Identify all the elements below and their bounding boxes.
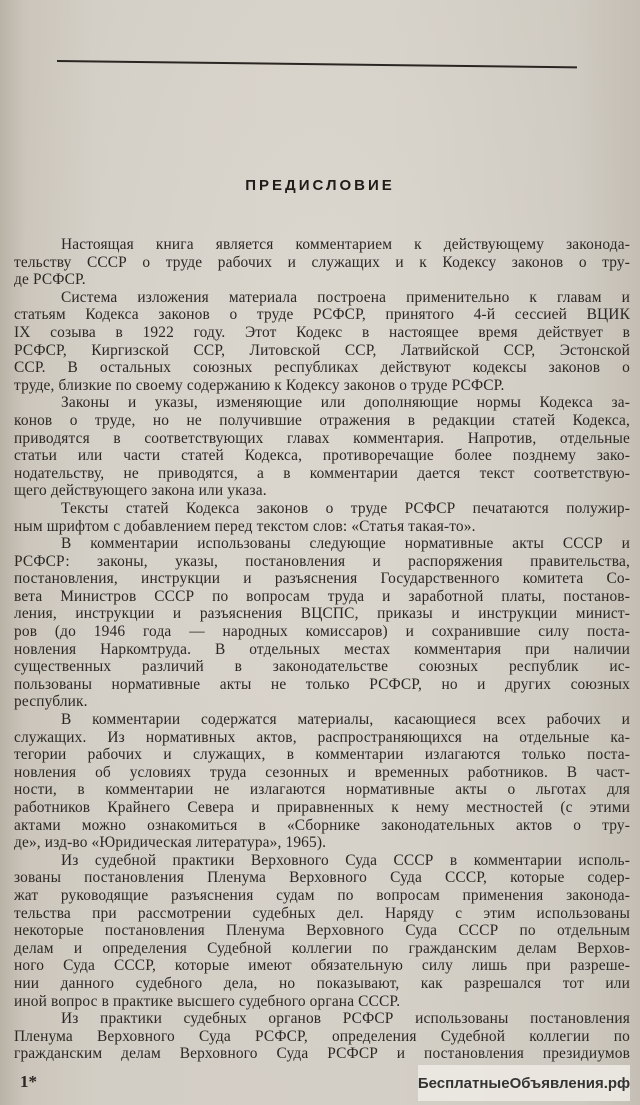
text-line: Система изложения материала построена применительно к главам и bbox=[61, 288, 630, 306]
text-line: тельству СССР о труде рабочих и служащих и к Кодексу законов о тру- bbox=[14, 253, 630, 271]
text-line: тегории рабочих и служащих, в комментарии излагаются только поста- bbox=[14, 746, 630, 764]
paragraph bbox=[14, 394, 630, 500]
text-line: В комментарии содержатся материалы, касающиеся всех рабочих и bbox=[61, 711, 630, 729]
text-line: тельства при рассмотрении судебных дел. Наряду с этим использованы bbox=[14, 904, 630, 922]
preface-body bbox=[14, 236, 630, 1063]
text-line: ности, в комментарии не излагаются нормативные акты о льготах для bbox=[14, 781, 630, 799]
text-line: щего действующего закона или указа. bbox=[14, 482, 267, 500]
watermark-label bbox=[418, 1065, 630, 1101]
paragraph bbox=[14, 236, 630, 289]
text-line: гражданским делам Верховного Суда РСФСР и постановления президиумов bbox=[14, 1045, 630, 1063]
text-line: нодательству, не приводятся, а в комментарии дается текст соответствую- bbox=[14, 464, 630, 482]
text-line: де», изд-во «Юридическая литература», 1965). bbox=[14, 834, 327, 852]
text-line: вета Министров СССР по вопросам труда и заработной платы, постанов- bbox=[14, 587, 630, 605]
paragraph bbox=[14, 852, 630, 1010]
paragraph bbox=[14, 289, 630, 395]
text-line: конов о труде, но не получившие отражения в редакции статей Кодекса, bbox=[14, 411, 630, 429]
text-line: существенных различий в законодательстве союзных республик ис- bbox=[14, 658, 630, 676]
text-line: В комментарии использованы следующие нормативные акты СССР и bbox=[61, 535, 630, 553]
text-line: Из практики судебных органов РСФСР использованы постановления bbox=[61, 1010, 630, 1028]
text-line: статьям Кодекса законов о труде РСФСР, принятого 4-й сессией ВЦИК bbox=[14, 306, 630, 324]
text-line: ССР. В остальных союзных республиках действуют кодексы законов о bbox=[14, 359, 630, 377]
text-line: труде, близкие по своему содержанию к Кодексу законов о труде РСФСР. bbox=[14, 376, 505, 394]
text-line: Законы и указы, изменяющие или дополняющие нормы Кодекса за- bbox=[61, 394, 630, 412]
text-line: ления, инструкции и разъяснения ВЦСПС, приказы и инструкции минист- bbox=[14, 605, 630, 623]
text-line: Из судебной практики Верховного Суда СССР в комментарии исполь- bbox=[61, 851, 630, 869]
text-line: Настоящая книга является комментарием к действующему законода- bbox=[61, 236, 630, 253]
text-line: статьи или части статей Кодекса, противоречащие более позднему зако- bbox=[14, 447, 630, 465]
text-line: РСФСР, Киргизской ССР, Литовской ССР, Латвийской ССР, Эстонской bbox=[14, 341, 630, 359]
page-title: ПРЕДИСЛОВИЕ bbox=[245, 177, 395, 194]
text-line: делам и определения Судебной коллегии по гражданским делам Верхов- bbox=[14, 939, 630, 957]
watermark-text: БесплатныеОбъявления.рф bbox=[417, 1074, 631, 1092]
text-line: приводятся в соответствующих главах комментария. Напротив, отдельные bbox=[14, 429, 630, 447]
paragraph bbox=[14, 535, 630, 711]
text-line: зованы постановления Пленума Верховного Суда СССР, которые содер- bbox=[14, 869, 630, 887]
printer-signature-mark: 1* bbox=[20, 1072, 37, 1091]
paragraph bbox=[14, 1010, 630, 1063]
header-rule bbox=[57, 60, 577, 68]
text-line: работников Крайнего Севера и приравненных к нему местностей (с этими bbox=[14, 799, 630, 816]
text-line: ного Суда СССР, которые имеют обязательную силу лишь при разреше- bbox=[14, 957, 630, 975]
text-line: де РСФСР. bbox=[14, 271, 86, 289]
text-line: некоторые постановления Пленума Верховного Суда СССР по отдельным bbox=[14, 922, 630, 940]
text-line: республик. bbox=[14, 693, 88, 711]
text-line: РСФСР: законы, указы, постановления и распоряжения правительства, bbox=[14, 552, 630, 570]
text-line: Тексты статей Кодекса законов о труде РСФСР печатаются полужир- bbox=[61, 499, 630, 517]
text-line: иной вопрос в практике высшего судебного органа СССР. bbox=[14, 992, 401, 1010]
text-line: постановления, инструкции и разъяснения Государственного комитета Со- bbox=[14, 570, 630, 588]
text-line: нии данного судебного дела, но показывают, как разрешался тот или bbox=[14, 974, 630, 992]
text-line: IX созыва в 1922 году. Этот Кодекс в настоящее время действует в bbox=[14, 323, 630, 341]
text-line: служащих. Из нормативных актов, распространяющихся на отдельные ка- bbox=[14, 728, 630, 746]
paragraph bbox=[14, 500, 630, 535]
text-line: новления Наркомтруда. В отдельных местах комментария при наличии bbox=[14, 640, 630, 658]
text-line: ров (до 1946 года — народных комиссаров) и сохранившие силу поста- bbox=[14, 623, 630, 641]
text-line: жат руководящие разъяснения судам по вопросам применения законода- bbox=[14, 886, 630, 904]
text-line: актами можно ознакомиться в «Сборнике законодательных актов о тру- bbox=[14, 816, 630, 834]
text-line: пользованы нормативные акты не только РСФСР, но и других союзных bbox=[14, 675, 630, 693]
text-line: ным шрифтом с добавлением перед текстом слов: «Статья такая-то». bbox=[14, 517, 476, 535]
text-line: Пленума Верховного Суда РСФСР, определения Судебной коллегии по bbox=[14, 1027, 630, 1045]
paragraph bbox=[14, 711, 630, 852]
text-line: новления об условиях труда сезонных и временных работников. В част- bbox=[14, 763, 630, 781]
